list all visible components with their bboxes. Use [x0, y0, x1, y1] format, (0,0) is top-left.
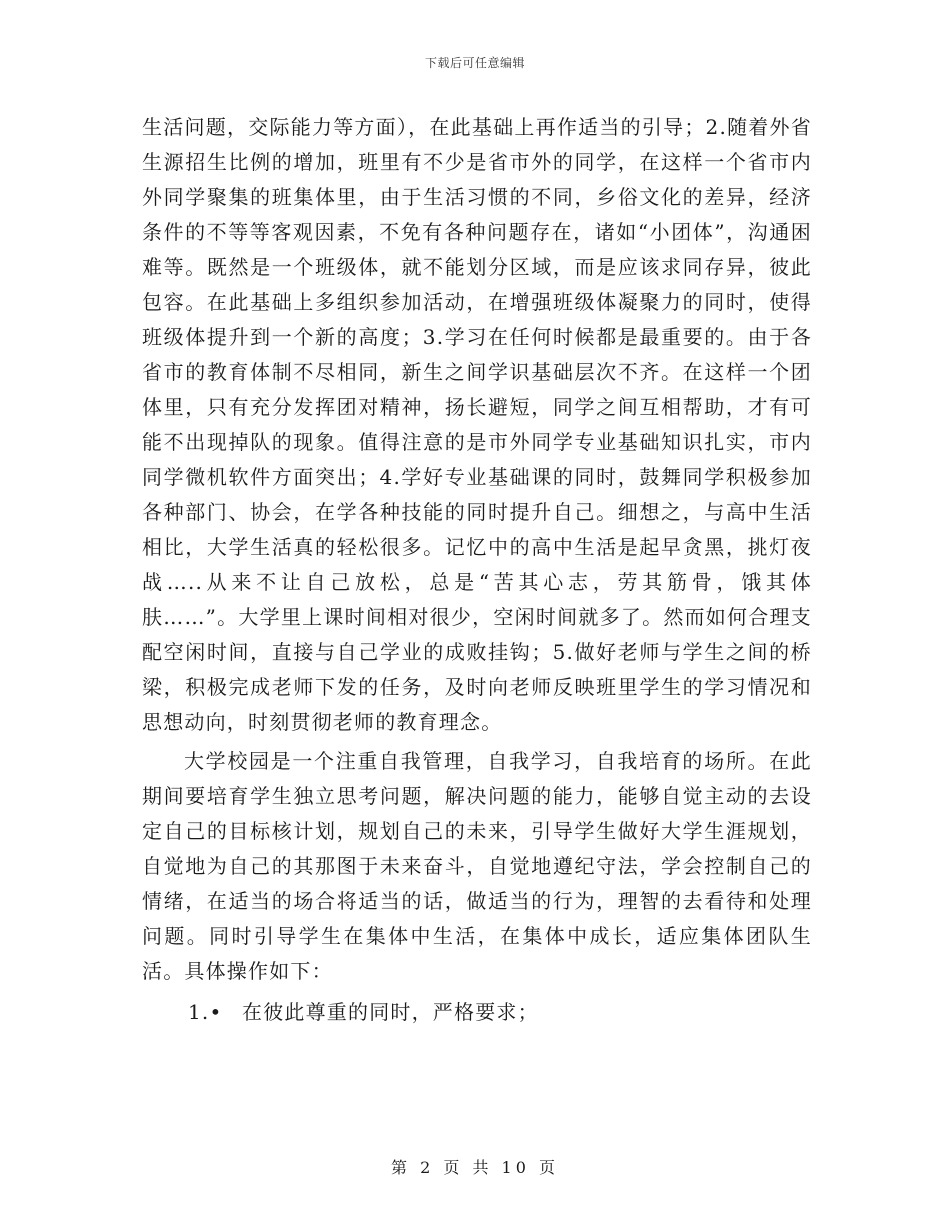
page-footer: 第 2 页 共 10 页: [391, 1158, 559, 1177]
list-item-text: 在彼此尊重的同时，严格要求；: [242, 1000, 539, 1024]
paragraph-1: 生活问题，交际能力等方面），在此基础上再作适当的引导；2.随着外省生源招生比例的增加，班里有不少是省市外的同学，在这样一个省市内外同学聚集的班集体里，由于生活习惯的不同，乡俗文化的差异，经济条件的不等等客观因素，不免有各种问题存在，诸如“小团体”，沟通困难等。既然是一个班级体，就不能划分区域，而是应该求同存异，彼此包容。在此基础上多组织参加活动，在增强班级体凝聚力的同时，使得班级体提升到一个新的高度；3.学习在任何时候都是最重要的。由于各省市的教育体制不尽相同，新生之间学识基础层次不齐。在这样一个团体里，只有充分发挥团对精神，扬长避短，同学之间互相帮助，才有可能不出现掉队的现象。值得注意的是市外同学专业基础知识扎实，市内同学微机软件方面突出；4.学好专业基础课的同时，鼓舞同学积极参加各种部门、协会，在学各种技能的同时提升自己。细想之，与高中生活相比，大学生活真的轻松很多。记忆中的高中生活是起早贪黑，挑灯夜战…..从来不让自己放松，总是“苦其心志，劳其筋骨，饿其体肤……”。大学里上课时间相对很少，空闲时间就多了。然而如何合理支配空闲时间，直接与自己学业的成败挂钩；5.做好老师与学生之间的桥梁，积极完成老师下发的任务，及时向老师反映班里学生的学习情况和思想动向，时刻贯彻老师的教育理念。: [142, 115, 812, 734]
page-header: 下载后可任意编辑: [424, 56, 525, 70]
list-item: [188, 995, 812, 1030]
list-item-number: 1.•: [188, 1000, 223, 1024]
paragraph-2: 大学校园是一个注重自我管理，自我学习，自我培育的场所。在此期间要培育学生独立思考问题，解决问题的能力，能够自觉主动的去设定自己的目标核计划，规划自己的未来，引导学生做好大学生涯规划，自觉地为自己的其那图于未来奋斗，自觉地遵纪守法，学会控制自己的情绪，在适当的场合将适当的话，做适当的行为，理智的去看待和处理问题。同时引导学生在集体中生活，在集体中成长，适应集体团队生活。具体操作如下：: [142, 749, 812, 983]
document-body: [142, 110, 812, 1030]
